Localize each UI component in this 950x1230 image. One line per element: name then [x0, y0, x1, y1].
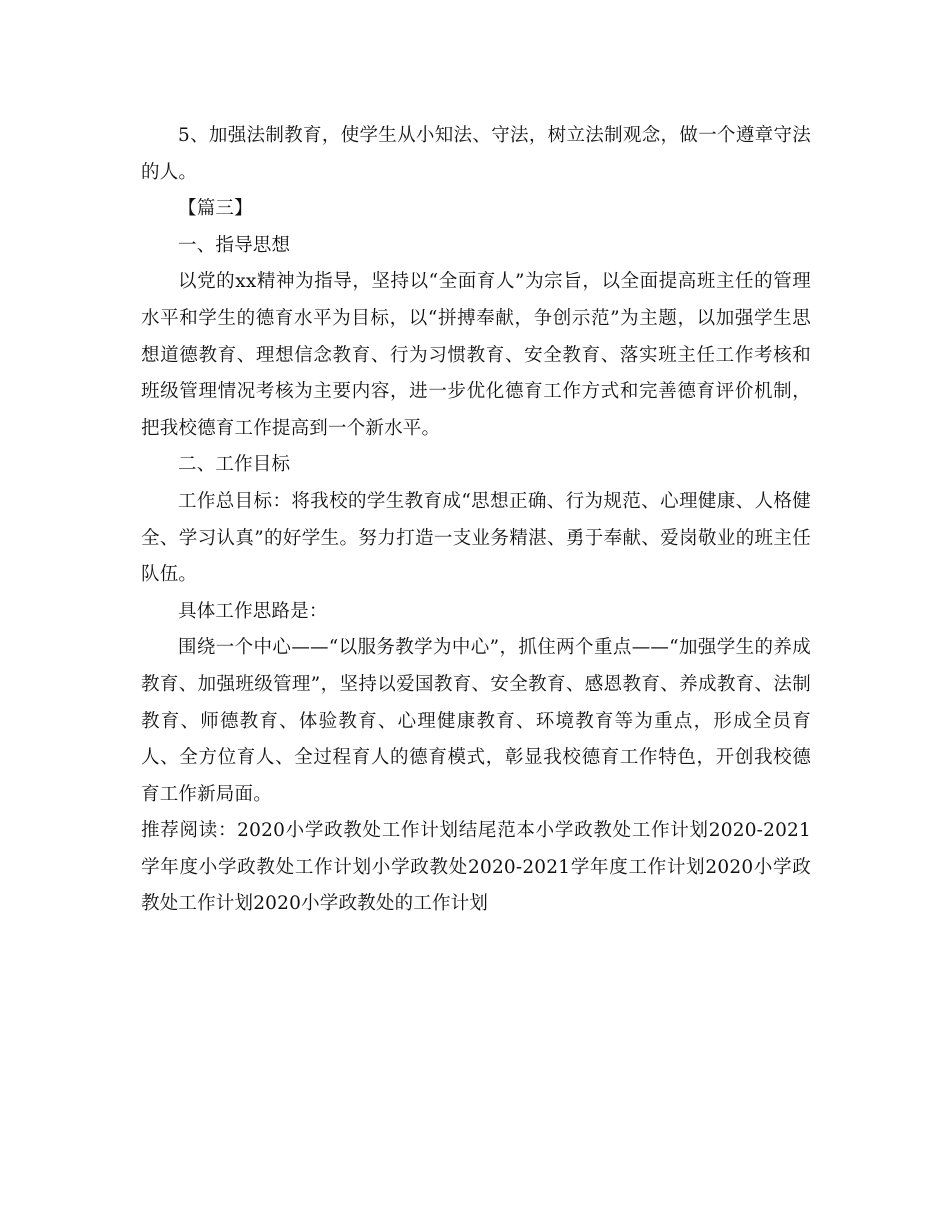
work-approach-paragraph: 围绕一个中心——“以服务教学为中心”，抓住两个重点——“加强学生的养成教育、加强班级管理”，坚持以爱国教育、安全教育、感恩教育、养成教育、法制教育、师德教育、体验教育、心理健康教育、环境教育等为重点，形成全员育人、全方位育人、全过程育人的德育模式，彰显我校德育工作特色，开创我校德育工作新局面。 [141, 637, 811, 805]
item-5-paragraph: 5、加强法制教育，使学生从小知法、守法，树立法制观念，做一个遵章守法的人。 [141, 125, 811, 183]
section-label: 【篇三】 [178, 198, 253, 220]
document-body [141, 118, 811, 923]
guiding-ideology-paragraph: 以党的xx精神为指导，坚持以“全面育人”为宗旨，以全面提高班主任的管理水平和学生的德育水平为目标，以“拼搏奉献，争创示范”为主题，以加强学生思想道德教育、理想信念教育、行为习惯教育、安全教育、落实班主任工作考核和班级管理情况考核为主要内容，进一步优化德育工作方式和完善德育评价机制，把我校德育工作提高到一个新水平。 [141, 271, 811, 439]
work-approach-label: 具体工作思路是： [178, 600, 328, 622]
heading-work-goals: 二、工作目标 [178, 454, 291, 476]
heading-guiding-ideology: 一、指导思想 [178, 234, 291, 256]
recommended-reading[interactable]: 推荐阅读：2020小学政教处工作计划结尾范本小学政教处工作计划2020-2021学年度小学政教处工作计划小学政教处2020-2021学年度工作计划2020小学政教处工作计划2020小学政教处的工作计划 [141, 820, 811, 915]
overall-goal-paragraph: 工作总目标：将我校的学生教育成“思想正确、行为规范、心理健康、人格健全、学习认真”的好学生。努力打造一支业务精湛、勇于奉献、爱岗敬业的班主任队伍。 [141, 490, 811, 586]
